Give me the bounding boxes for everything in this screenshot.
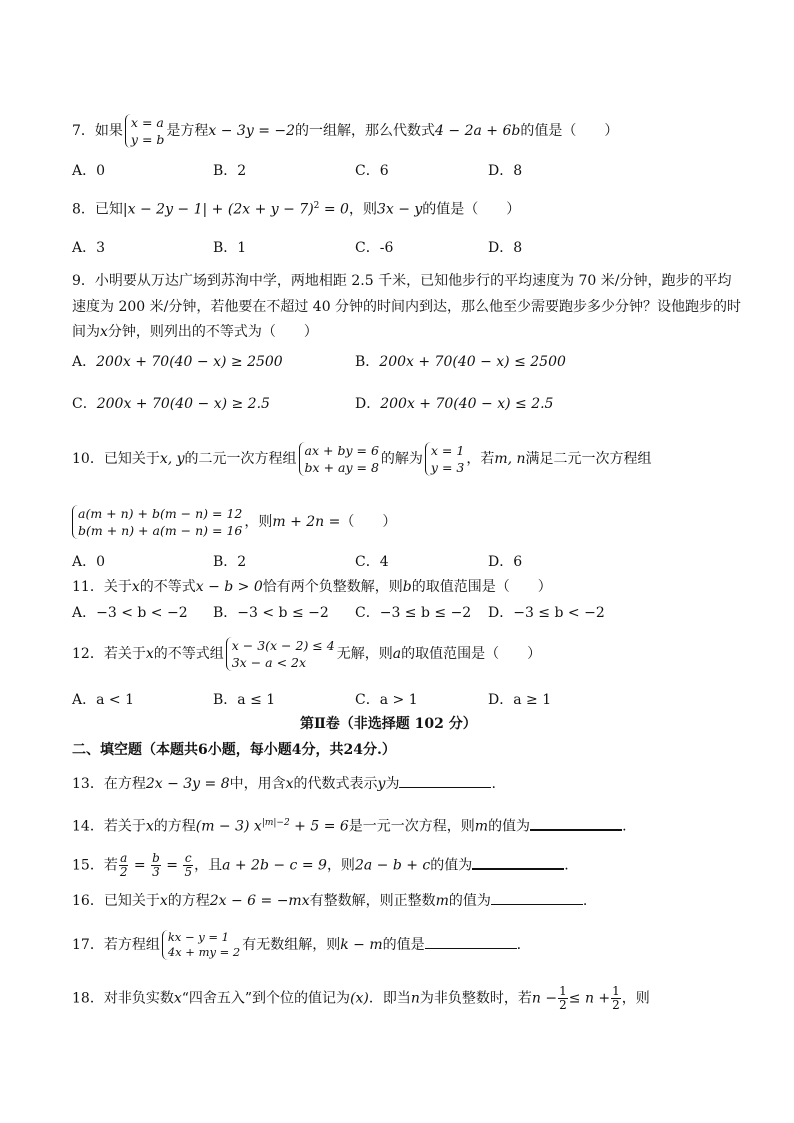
question-10-cont xyxy=(72,505,396,539)
q8-exponent: 2 xyxy=(313,201,320,211)
q9-option-b-label: B． xyxy=(355,354,380,370)
q15-end: . xyxy=(564,857,569,874)
q15-frac-b-den: 3 xyxy=(152,865,160,879)
q12-system xyxy=(226,637,335,671)
q10-system-2 xyxy=(425,442,464,476)
q14-mid-2: 是一元一次方程，则 xyxy=(348,818,475,835)
question-12 xyxy=(72,637,541,671)
q9-option-c xyxy=(72,394,270,414)
q10-option-a: A．0 xyxy=(72,554,106,570)
q11-tail: 的取值范围是（ ） xyxy=(411,579,552,595)
q16-prefix: 16．已知关于 xyxy=(72,893,160,909)
q11-mid: 的不等式 xyxy=(139,579,196,595)
q9-option-b-expression: 200x + 70(40 − x) ≤ 2500 xyxy=(379,354,566,370)
q13-end: . xyxy=(491,776,496,792)
q13-equation: 2x − 3y = 8 xyxy=(145,776,230,792)
q10-expression: m + 2n = xyxy=(272,514,341,530)
q18-mid: “四舍五入”到个位的值记为 xyxy=(181,990,351,1007)
q10-sys1-line-2: bx + ay = 8 xyxy=(304,460,379,475)
question-15: 15．若 $\frac{a}{2}$ = $\frac{b}{3}$ = $\frac{c}{5}$ ，且a + 2b − c = 9，则2a − b + c的值为 . xyxy=(72,851,569,879)
q10-option-b: B．2 xyxy=(213,554,247,570)
q7-option-d: D．8 xyxy=(488,163,523,179)
q10-mid-2: 的解为 xyxy=(380,451,423,467)
q17-system xyxy=(162,930,240,960)
q14-variable: x xyxy=(145,818,154,835)
q16-answer-blank[interactable] xyxy=(491,890,583,905)
q18-mid-3: 为非负整数时，若 xyxy=(419,990,532,1007)
q10-sys2-line-2: y = 3 xyxy=(430,460,465,475)
q9-option-a-expression: 200x + 70(40 − x) ≥ 2500 xyxy=(96,354,283,370)
q10-paren: （ ） xyxy=(340,514,397,530)
q11-option-c: C．−3 ≤ b ≤ −2 xyxy=(355,605,472,621)
q14-variable-2: m xyxy=(474,818,489,835)
q7-equation: x − 3y = −2 xyxy=(208,123,296,139)
q10-prefix: 10．已知关于 xyxy=(72,451,160,467)
q7-option-b: B．2 xyxy=(213,163,247,179)
q18-frac-right-den: 2 xyxy=(612,998,620,1012)
q15-frac-a-den: 2 xyxy=(119,865,128,879)
q8-option-d: D．8 xyxy=(488,240,523,256)
q17-sys-line-1: kx − y = 1 xyxy=(167,930,229,944)
q15-expression: 2a − b + c xyxy=(354,857,431,874)
q14-expression: (m − 3) x xyxy=(195,818,262,835)
q18-left-bound: n − xyxy=(531,990,558,1007)
q11-option-b: B．−3 < b ≤ −2 xyxy=(213,605,329,621)
q7-system xyxy=(125,114,164,148)
q11-option-a: A．−3 < b < −2 xyxy=(72,605,188,621)
q15-frac-b-num: b xyxy=(152,851,160,865)
q16-variable-2: m xyxy=(435,893,449,909)
q10-variables-2: m, n xyxy=(494,451,526,467)
q15-fraction-b xyxy=(151,852,161,879)
q17-tail: 的值是 xyxy=(382,937,425,953)
q18-mid-2: ．即当 xyxy=(368,990,411,1007)
q11-variable: x xyxy=(131,579,140,595)
q11-option-d: D．−3 ≤ b < −2 xyxy=(488,605,605,621)
q17-sys-line-2: 4x + my = 2 xyxy=(167,945,241,959)
q8-expression: |x − 2y − 1| + (2x + y − 7) xyxy=(122,201,314,218)
q7-expression: 4 − 2a + 6b xyxy=(435,123,521,139)
q18-frac-left-num: 1 xyxy=(559,984,567,998)
q9-option-a-label: A． xyxy=(72,354,97,370)
q13-variable: x xyxy=(285,776,294,792)
q10-sys3-line-2: b(m + n) + a(m − n) = 16 xyxy=(78,523,243,538)
q14-mid: 的方程 xyxy=(153,818,196,835)
q11-inequality: x − b > 0 xyxy=(195,579,263,595)
question-18 xyxy=(72,985,650,1012)
q15-frac-a-num: a xyxy=(120,851,128,865)
q7-sys-line-2: y = b xyxy=(130,132,165,147)
q14-answer-blank[interactable] xyxy=(530,815,622,831)
q10-system-1 xyxy=(299,442,379,476)
q8-option-c: C．-6 xyxy=(355,240,394,256)
q15-mid: ，且 xyxy=(194,857,223,874)
q15-tail: 的值为 xyxy=(430,857,473,874)
q15-prefix: 15．若 xyxy=(72,857,118,874)
q8-tail: 的值是（ ） xyxy=(422,201,521,218)
q16-end: . xyxy=(582,893,588,909)
q12-variable-2: a xyxy=(392,646,402,662)
q9-line-2: 速度为 200 米/分钟，若他要在不超过 40 分钟的时间内到达，那么他至少需要跑步多少分钟？设他跑步的时 xyxy=(72,299,742,315)
q13-answer-blank[interactable] xyxy=(399,773,491,788)
q14-prefix: 14．若关于 xyxy=(72,818,146,835)
q10-then: ，则 xyxy=(244,514,273,530)
q12-option-c: C．a > 1 xyxy=(355,692,418,708)
q9-line-3-end: 分钟，则列出的不等式为（ ） xyxy=(107,324,318,340)
q13-tail: 为 xyxy=(385,776,400,792)
q18-prefix: 18．对非负实数 xyxy=(72,990,174,1007)
q9-line-3-start: 间为 xyxy=(72,324,100,340)
q16-mid-2: 有整数解，则正整数 xyxy=(309,893,436,909)
q7-prefix: 7．如果 xyxy=(72,123,123,139)
question-13 xyxy=(72,773,496,794)
q9-option-c-label: C． xyxy=(72,396,97,412)
q13-variable-2: y xyxy=(377,776,386,792)
q12-variable: x xyxy=(145,646,154,662)
q18-notation: (x) xyxy=(350,990,369,1007)
q9-line-1: 9．小明要从万达广场到苏洵中学，两地相距 2.5 千米，已知他步行的平均速度为 70 米/分钟，跑步的平均 xyxy=(72,273,732,289)
q18-fraction-left xyxy=(558,985,568,1012)
q10-variables: x, y xyxy=(159,451,185,467)
q10-sys3-line-1: a(m + n) + b(m − n) = 12 xyxy=(78,506,243,521)
q11-variable-2: b xyxy=(402,579,412,595)
q10-mid: 的二元一次方程组 xyxy=(184,451,297,467)
q15-mid-2: ，则 xyxy=(326,857,355,874)
q13-mid-2: 的代数式表示 xyxy=(293,776,378,792)
q18-tail: ，则 xyxy=(621,990,650,1007)
q10-sys2-line-1: x = 1 xyxy=(430,443,465,458)
q16-tail: 的值为 xyxy=(448,893,491,909)
q12-option-d: D．a ≥ 1 xyxy=(488,692,552,708)
q9-option-c-expression: 200x + 70(40 − x) ≥ 2.5 xyxy=(96,396,270,412)
q14-exponent: |m|−2 xyxy=(261,818,290,828)
question-16 xyxy=(72,890,587,911)
q10-sys1-line-1: ax + by = 6 xyxy=(304,443,379,458)
q7-suffix: 的一组解，那么代数式 xyxy=(295,123,436,139)
section-2-title: 二、填空题（本题共6小题，每小题4分，共24分.） xyxy=(72,742,396,758)
q13-mid: 中，用含 xyxy=(229,776,286,792)
q18-frac-right-num: 1 xyxy=(612,984,620,998)
q12-mid-2: 无解，则 xyxy=(336,646,393,662)
q12-tail: 的取值范围是（ ） xyxy=(401,646,542,662)
q7-mid: 是方程 xyxy=(166,123,209,139)
question-17 xyxy=(72,930,521,960)
q7-option-c: C．6 xyxy=(355,163,389,179)
q9-option-d-expression: 200x + 70(40 − x) ≤ 2.5 xyxy=(380,396,554,412)
q10-option-d: D．6 xyxy=(488,554,523,570)
q10-tail: 满足二元一次方程组 xyxy=(525,451,652,467)
q8-expression-end: = 0 xyxy=(319,201,349,218)
q17-end: . xyxy=(516,937,522,953)
q14-end: . xyxy=(622,818,627,835)
q15-answer-blank[interactable] xyxy=(472,854,564,870)
question-8 xyxy=(72,196,520,220)
q10-mid-3: ，若 xyxy=(466,451,495,467)
q17-mid: 有无数组解，则 xyxy=(242,937,341,953)
q17-expression: k − m xyxy=(340,937,383,953)
q15-frac-c-den: 5 xyxy=(184,865,193,879)
part-2-title: 第Ⅱ卷（非选择题 102 分） xyxy=(300,716,477,732)
q7-option-a: A．0 xyxy=(72,163,106,179)
q15-frac-c-num: c xyxy=(184,851,192,865)
q8-option-b: B．1 xyxy=(213,240,247,256)
q17-prefix: 17．若方程组 xyxy=(72,937,160,953)
q8-mid: ，则 xyxy=(348,201,377,218)
q9-option-d xyxy=(355,394,553,414)
q14-tail: 的值为 xyxy=(488,818,531,835)
question-14 xyxy=(72,813,627,837)
q13-prefix: 13．在方程 xyxy=(72,776,146,792)
q7-tail: 的值是（ ） xyxy=(520,123,619,139)
q11-prefix: 11．关于 xyxy=(72,579,132,595)
q16-mid: 的方程 xyxy=(167,893,210,909)
q18-frac-left-den: 2 xyxy=(559,998,567,1012)
q8-target-expression: 3x − y xyxy=(376,201,423,218)
q17-answer-blank[interactable] xyxy=(425,934,517,949)
q10-option-c: C．4 xyxy=(355,554,389,570)
q12-mid: 的不等式组 xyxy=(153,646,224,662)
q12-prefix: 12．若关于 xyxy=(72,646,146,662)
q16-variable: x xyxy=(159,893,168,909)
q18-variable-2: n xyxy=(410,990,420,1007)
q8-prefix: 8．已知 xyxy=(72,201,123,218)
q9-option-b xyxy=(355,352,566,372)
q10-system-3 xyxy=(72,505,242,539)
q18-variable: x xyxy=(173,990,182,1007)
q15-equation: a + 2b − c = 9 xyxy=(222,857,327,874)
q9-option-d-label: D． xyxy=(355,396,381,412)
q16-equation: 2x − 6 = −mx xyxy=(209,893,310,909)
q12-option-a: A．a < 1 xyxy=(72,692,134,708)
q18-right-bound: ≤ n + xyxy=(568,990,611,1007)
q18-fraction-right xyxy=(611,985,621,1012)
q15-fraction-c xyxy=(183,852,193,879)
q14-expression-end: + 5 = 6 xyxy=(289,818,349,835)
q7-sys-line-1: x = a xyxy=(130,115,164,130)
q15-fraction-a xyxy=(119,852,129,879)
q12-option-b: B．a ≤ 1 xyxy=(213,692,276,708)
question-10 xyxy=(72,442,652,476)
q9-option-a xyxy=(72,352,283,372)
q12-sys-line-2: 3x − a < 2x xyxy=(231,655,307,670)
question-7 xyxy=(72,114,618,148)
q9-line-3 xyxy=(72,322,318,342)
q8-option-a: A．3 xyxy=(72,240,106,256)
q11-mid-2: 恰有两个负整数解，则 xyxy=(262,579,403,595)
q9-variable: x xyxy=(100,324,108,340)
question-11 xyxy=(72,577,552,597)
q12-sys-line-1: x − 3(x − 2) ≤ 4 xyxy=(231,638,335,653)
